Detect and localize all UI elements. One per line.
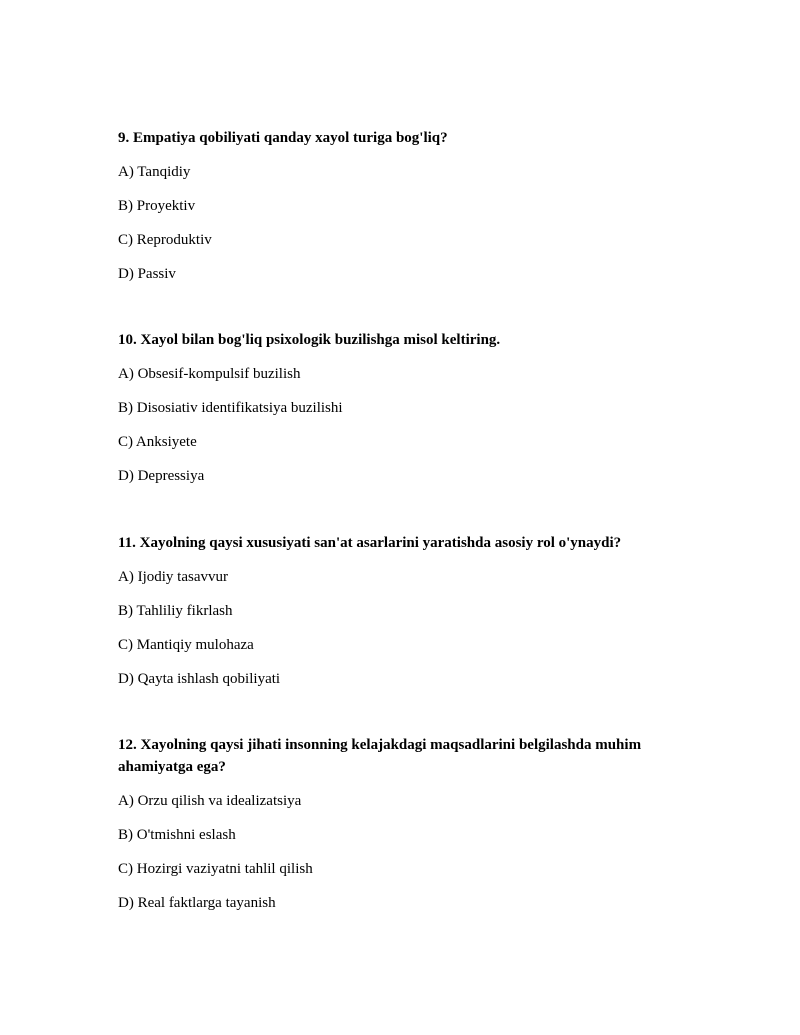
question-title: 9. Empatiya qobiliyati qanday xayol turiga bog'liq? (118, 130, 448, 146)
option-a: A) Tanqidiy (118, 164, 191, 180)
option-b: B) O'tmishni eslash (118, 827, 236, 843)
question-10 (118, 329, 678, 485)
question-9 (118, 127, 678, 283)
option-c: C) Reproduktiv (118, 232, 212, 248)
option-a: A) Obsesif-kompulsif buzilish (118, 366, 301, 382)
option-d: D) Real faktlarga tayanish (118, 895, 276, 911)
question-12 (118, 734, 678, 912)
option-b: B) Proyektiv (118, 198, 196, 214)
question-11 (118, 532, 678, 688)
option-b: B) Tahliliy fikrlash (118, 603, 233, 619)
option-a: A) Ijodiy tasavvur (118, 569, 228, 585)
question-title: 10. Xayol bilan bog'liq psixologik buzilishga misol keltiring. (118, 332, 501, 348)
option-c: C) Hozirgi vaziyatni tahlil qilish (118, 861, 313, 877)
option-c: C) Mantiqiy mulohaza (118, 637, 254, 653)
option-d: D) Passiv (118, 266, 176, 282)
question-title: 11. Xayolning qaysi xususiyati san'at asarlarini yaratishda asosiy rol o'ynaydi? (118, 535, 622, 551)
option-d: D) Qayta ishlash qobiliyati (118, 671, 281, 687)
option-b: B) Disosiativ identifikatsiya buzilishi (118, 400, 343, 416)
option-a: A) Orzu qilish va idealizatsiya (118, 793, 302, 809)
option-c: C) Anksiyete (118, 434, 197, 450)
question-title: 12. Xayolning qaysi jihati insonning kelajakdagi maqsadlarini belgilashda muhim ahamiyatga ega? (118, 737, 642, 775)
option-d: D) Depressiya (118, 468, 205, 484)
